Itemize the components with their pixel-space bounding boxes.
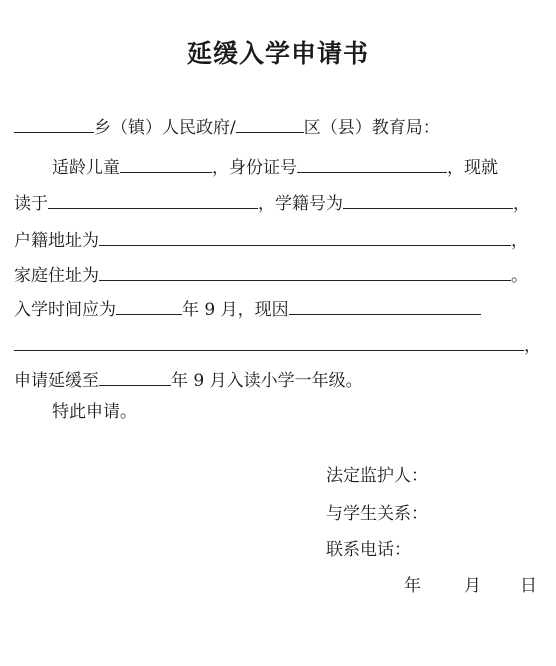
- child-line: [52, 156, 498, 178]
- home-line: [14, 264, 528, 286]
- id-label: ，身份证号: [212, 158, 297, 178]
- defer-line: [14, 369, 363, 391]
- enroll-middle: 年 9 月，现因: [182, 300, 289, 320]
- date-month: 月: [464, 576, 481, 596]
- school-line-end: ，: [513, 194, 530, 214]
- defer-year-blank[interactable]: [99, 369, 171, 386]
- defer-suffix: 年 9 月入读小学一年级。: [171, 371, 363, 391]
- id-number-blank[interactable]: [297, 156, 447, 173]
- child-line-suffix: ，现就: [447, 158, 498, 178]
- guardian-label: 法定监护人：: [326, 466, 428, 486]
- town-suffix: 乡（镇）人民政府/: [94, 118, 236, 138]
- child-name-blank[interactable]: [120, 156, 212, 173]
- student-no-label: ，学籍号为: [258, 194, 343, 214]
- date-year: 年: [404, 576, 421, 596]
- household-address-blank[interactable]: [99, 229, 511, 246]
- town-blank[interactable]: [14, 116, 94, 133]
- reason-line-end: ，: [524, 336, 541, 356]
- reason-continued-blank[interactable]: [14, 334, 524, 351]
- enroll-label: 入学时间应为: [14, 300, 116, 320]
- enroll-line: [14, 298, 481, 320]
- date-day: 日: [520, 576, 537, 596]
- household-line: [14, 229, 528, 251]
- child-label: 适龄儿童: [52, 158, 120, 178]
- phone-label: 联系电话：: [326, 540, 411, 560]
- household-label: 户籍地址为: [14, 231, 99, 251]
- school-label: 读于: [14, 194, 48, 214]
- defer-label: 申请延缓至: [14, 371, 99, 391]
- reason-line: [14, 334, 541, 356]
- school-blank[interactable]: [48, 192, 258, 209]
- page-title: 延缓入学申请书: [186, 39, 369, 68]
- enroll-year-blank[interactable]: [116, 298, 182, 315]
- closing-text: 特此申请。: [52, 402, 137, 422]
- household-line-end: ，: [511, 231, 528, 251]
- student-no-blank[interactable]: [343, 192, 513, 209]
- district-blank[interactable]: [236, 116, 304, 133]
- relation-label: 与学生关系：: [326, 504, 428, 524]
- addressee-line: [14, 116, 440, 138]
- school-line: [14, 192, 530, 214]
- home-label: 家庭住址为: [14, 266, 99, 286]
- home-line-end: 。: [511, 266, 528, 286]
- home-address-blank[interactable]: [99, 264, 511, 281]
- reason-blank[interactable]: [289, 298, 481, 315]
- district-suffix: 区（县）教育局：: [303, 118, 440, 138]
